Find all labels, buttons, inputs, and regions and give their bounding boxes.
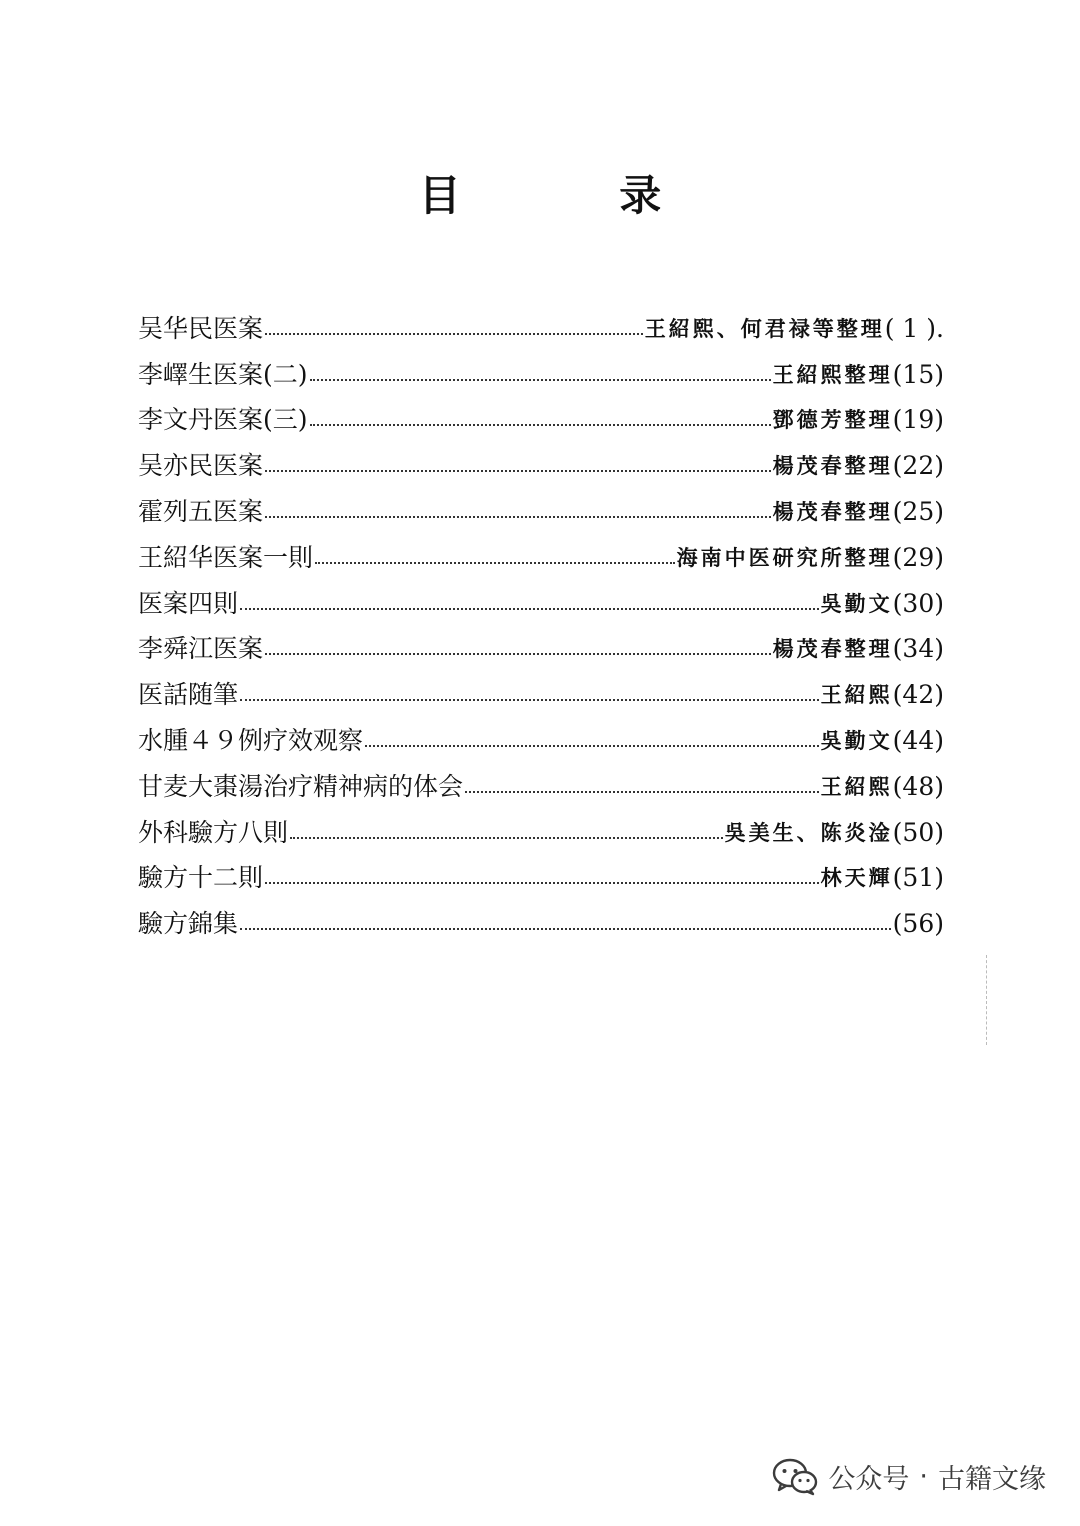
dot-leader xyxy=(240,927,891,930)
entry-author: 王紹熙 xyxy=(820,774,893,799)
toc-entry xyxy=(138,344,944,390)
dot-leader xyxy=(290,836,723,839)
dot-leader xyxy=(265,515,771,518)
entry-author: 王紹熙、何君禄等整理 xyxy=(644,316,885,341)
toc-entry xyxy=(138,893,944,939)
wechat-icon xyxy=(772,1458,818,1496)
entry-page-number: (44) xyxy=(892,725,944,755)
entry-title: 李嶧生医案(二) xyxy=(138,359,308,389)
watermark xyxy=(772,1457,1046,1496)
entry-page-number: (51) xyxy=(892,863,944,893)
watermark-name: 古籍文缘 xyxy=(938,1464,1046,1495)
entry-title: 外科驗方八則 xyxy=(138,817,289,847)
entry-author: 楊茂春整理 xyxy=(772,499,893,524)
dot-leader xyxy=(265,469,771,472)
entry-author: 楊茂春整理 xyxy=(772,637,893,662)
toc-entry xyxy=(138,435,944,481)
entry-page-number: (48) xyxy=(892,771,944,801)
entry-page-number: (29) xyxy=(892,542,944,572)
entry-page-number: (56) xyxy=(892,909,944,939)
entry-title: 水腫４９例疗效观察 xyxy=(138,725,364,755)
entry-title: 医案四則 xyxy=(138,588,239,618)
page-title: 目 录 xyxy=(418,171,734,220)
toc-entry xyxy=(138,390,944,436)
entry-title: 李文丹医案(三) xyxy=(138,405,308,435)
toc-entry xyxy=(138,573,944,619)
entry-author: 吳美生、陈炎淦 xyxy=(724,820,893,845)
toc-entry xyxy=(138,298,944,344)
dot-leader xyxy=(315,561,675,564)
entry-author: 吳勤文 xyxy=(820,591,893,616)
entry-page-number: (42) xyxy=(892,680,944,710)
dot-leader xyxy=(310,423,771,426)
table-of-contents xyxy=(138,298,944,939)
entry-author: 林天輝 xyxy=(820,866,893,891)
entry-title: 驗方十二則 xyxy=(138,863,264,893)
dot-leader xyxy=(265,881,819,884)
dot-leader xyxy=(365,744,819,747)
entry-page-number: (34) xyxy=(892,634,944,664)
toc-entry xyxy=(138,802,944,848)
dot-leader xyxy=(240,698,819,701)
entry-title: 李舜江医案 xyxy=(138,634,264,664)
dot-leader xyxy=(465,790,819,793)
toc-entry xyxy=(138,481,944,527)
entry-author: 王紹熙整理 xyxy=(772,362,893,387)
entry-title: 驗方錦集 xyxy=(138,909,239,939)
toc-entry xyxy=(138,756,944,802)
toc-entry xyxy=(138,527,944,573)
entry-author: 王紹熙 xyxy=(820,683,893,708)
dot-leader xyxy=(310,378,771,381)
entry-title: 医話随筆 xyxy=(138,680,239,710)
entry-title: 霍列五医案 xyxy=(138,496,264,526)
entry-page-number: (25) xyxy=(892,496,944,526)
entry-page-number: (22) xyxy=(892,451,944,481)
watermark-separator: · xyxy=(919,1461,928,1492)
dot-leader xyxy=(265,652,771,655)
entry-title: 王紹华医案一則 xyxy=(138,542,314,572)
toc-entry xyxy=(138,848,944,894)
entry-author: 楊茂春整理 xyxy=(772,454,893,479)
entry-page-number: (19) xyxy=(892,405,944,435)
dot-leader xyxy=(240,607,819,610)
entry-title: 甘麦大棗湯治疗精神病的体会 xyxy=(138,771,464,801)
entry-author: 吳勤文 xyxy=(820,728,893,753)
dot-leader xyxy=(265,332,643,335)
entry-page-number: (15) xyxy=(892,359,944,389)
entry-page-number: ( 1 ). xyxy=(884,313,944,343)
entry-page-number: (50) xyxy=(892,817,944,847)
scan-margin-mark xyxy=(986,955,988,1045)
entry-page-number: (30) xyxy=(892,588,944,618)
toc-entry xyxy=(138,619,944,665)
toc-entry xyxy=(138,664,944,710)
entry-author: 鄧德芳整理 xyxy=(772,408,893,433)
toc-entry xyxy=(138,710,944,756)
entry-title: 吴亦民医案 xyxy=(138,451,264,481)
entry-title: 吴华民医案 xyxy=(138,313,264,343)
entry-author: 海南中医研究所整理 xyxy=(676,545,893,570)
watermark-label: 公众号 xyxy=(828,1464,910,1495)
